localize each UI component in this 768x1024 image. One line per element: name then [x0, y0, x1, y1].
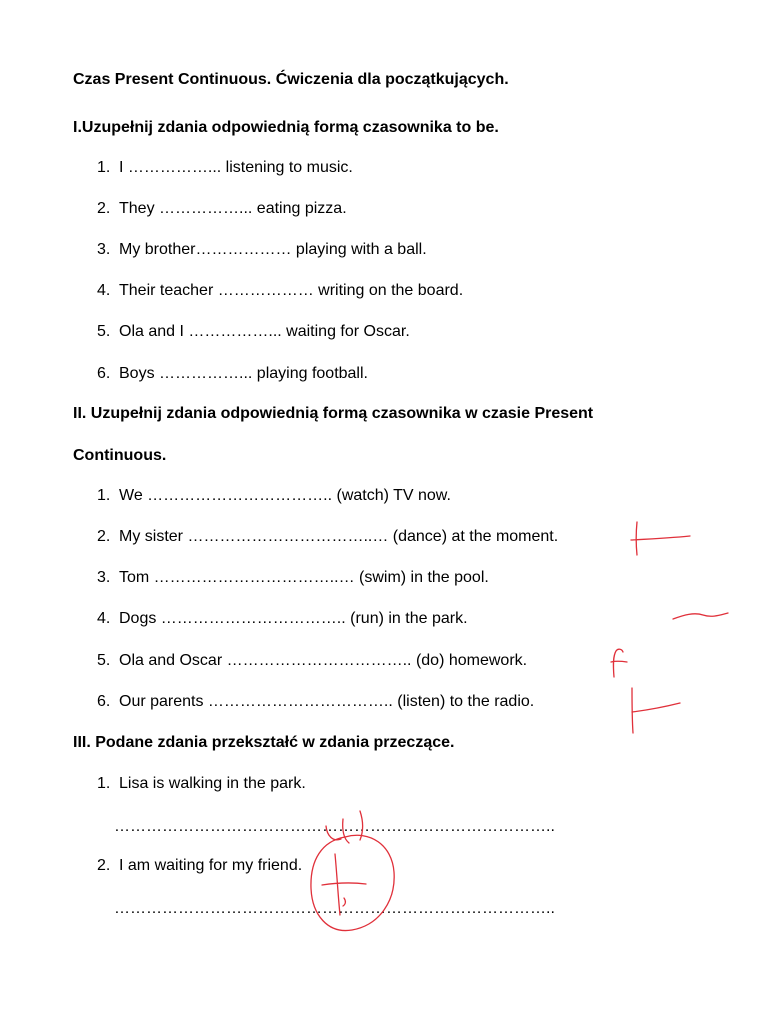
list-item-text: We …………………………….. (watch) TV now. — [119, 487, 451, 504]
list-item-text: My sister ……………………………..… (dance) at the moment. — [119, 528, 559, 545]
list-item-number: 5. — [97, 323, 111, 340]
red-mark-icon — [673, 613, 728, 619]
list-item-number: 3. — [97, 569, 111, 586]
section-2-heading-line-2: Continuous. — [73, 447, 167, 464]
red-mark-icon — [611, 661, 627, 662]
section-1-heading: I.Uzupełnij zdania odpowiednią formą czasownika to be. — [73, 119, 499, 136]
list-item-text: They ……………... eating pizza. — [119, 200, 347, 217]
red-mark-icon — [636, 522, 637, 555]
red-mark-icon — [632, 703, 680, 712]
answer-dotted-line: ……………………………………………………………………….. — [114, 818, 555, 835]
list-item-number: 4. — [97, 282, 111, 299]
list-item-text: Tom ……………………………..… (swim) in the pool. — [119, 569, 489, 586]
list-item-text: Ola and I ……………... waiting for Oscar. — [119, 323, 410, 340]
section-3-heading: III. Podane zdania przekształć w zdania przeczące. — [73, 734, 455, 751]
list-item-number: 6. — [97, 693, 111, 710]
list-item-number: 4. — [97, 610, 111, 627]
list-item-text: Boys ……………... playing football. — [119, 365, 368, 382]
list-item-text: Our parents …………………………….. (listen) to the radio. — [119, 693, 535, 710]
red-mark-icon — [613, 649, 623, 677]
list-item-text: Dogs …………………………….. (run) in the park. — [119, 610, 468, 627]
list-item-text: Lisa is walking in the park. — [119, 775, 306, 792]
list-item-text: Ola and Oscar …………………………….. (do) homework. — [119, 652, 528, 669]
list-item-text: I am waiting for my friend. — [119, 857, 303, 874]
list-item-number: 1. — [97, 159, 111, 176]
list-item-number: 2. — [97, 200, 111, 217]
list-item-number: 3. — [97, 241, 111, 258]
list-item-number: 2. — [97, 528, 111, 545]
list-item-number: 6. — [97, 365, 111, 382]
list-item-text: My brother……………… playing with a ball. — [119, 241, 427, 258]
list-item-text: I ……………... listening to music. — [119, 159, 353, 176]
list-item-number: 2. — [97, 857, 111, 874]
red-mark-icon — [631, 536, 690, 540]
page-title: Czas Present Continuous. Ćwiczenia dla początkujących. — [73, 71, 509, 88]
answer-dotted-line: ……………………………………………………………………….. — [114, 900, 555, 917]
list-item-number: 5. — [97, 652, 111, 669]
red-mark-icon — [632, 688, 633, 733]
section-2-heading-line-1: II. Uzupełnij zdania odpowiednią formą czasownika w czasie Present — [73, 405, 594, 422]
red-mark-icon — [322, 883, 366, 885]
list-item-text: Their teacher ……………… writing on the board. — [119, 282, 464, 299]
list-item-number: 1. — [97, 775, 111, 792]
list-item-number: 1. — [97, 487, 111, 504]
